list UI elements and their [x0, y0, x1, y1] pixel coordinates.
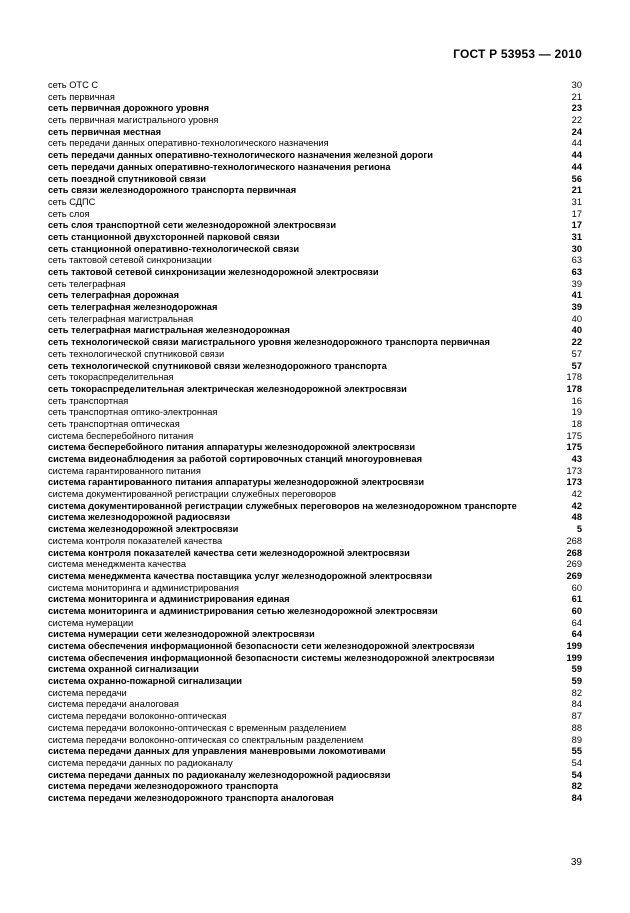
index-entry: [48, 255, 582, 267]
index-term: система контроля показателей качества сети железнодорожной электросвязи: [48, 547, 410, 558]
index-entry: [48, 653, 582, 665]
index-entry: [48, 232, 582, 244]
index-entry: [48, 325, 582, 337]
index-entry: [48, 524, 582, 536]
index-term: система обеспечения информационной безопасности системы железнодорожной электросвязи: [48, 652, 495, 663]
index-page-number: 269: [566, 559, 582, 570]
index-entry: [48, 454, 582, 466]
index-term: сеть тактовой сетевой синхронизации железнодорожной электросвязи: [48, 267, 379, 277]
index-entry: [48, 699, 582, 711]
index-page-number: 173: [566, 477, 582, 488]
index-entry: [48, 618, 582, 630]
index-list: [48, 80, 582, 805]
index-term: система бесперебойного питания: [48, 430, 194, 441]
index-term: система охранно-пожарной сигнализации: [48, 676, 242, 687]
index-entry: [48, 548, 582, 560]
index-page-number: 82: [571, 687, 582, 698]
index-page-number: 44: [571, 150, 582, 161]
index-entry: [48, 711, 582, 723]
index-entry: [48, 103, 582, 115]
index-term: система передачи данных для управления маневровыми локомотивами: [48, 746, 386, 757]
index-term: сеть технологической спутниковой связи: [48, 348, 225, 359]
index-page-number: 199: [566, 641, 582, 651]
index-term: сеть телеграфная дорожная: [48, 290, 180, 301]
index-term: система передачи волоконно-оптическая со спектральным разделением: [48, 734, 364, 745]
index-term: система охранной сигнализации: [48, 664, 199, 675]
index-term: система мониторинга и администрирования: [48, 582, 239, 593]
index-term: система менеджмента качества поставщика услуг железнодорожной электросвязи: [48, 570, 433, 581]
index-entry: [48, 688, 582, 700]
index-page-number: 61: [571, 594, 582, 605]
index-entry: [48, 442, 582, 454]
index-term: сеть транспортная оптико-электронная: [48, 407, 218, 418]
index-page-number: 54: [571, 769, 582, 780]
index-page-number: 268: [566, 547, 582, 558]
index-entry: [48, 793, 582, 805]
index-page-number: 44: [571, 138, 582, 149]
index-entry: [48, 583, 582, 595]
index-term: система передачи железнодорожного транспорта аналоговая: [48, 792, 334, 803]
index-entry: [48, 419, 582, 431]
index-page-number: 59: [571, 676, 582, 687]
index-page-number: 42: [571, 500, 582, 511]
index-term: сеть технологической связи магистрального уровня железнодорожного транспорта первичная: [48, 337, 490, 348]
index-page-number: 23: [571, 103, 582, 114]
index-page-number: 54: [571, 757, 582, 768]
index-entry: [48, 746, 582, 758]
index-term: сеть слоя транспортной сети железнодорожной электросвязи: [48, 220, 337, 231]
index-entry: [48, 162, 582, 174]
index-term: система передачи: [48, 687, 127, 698]
index-entry: [48, 512, 582, 524]
index-page-number: 5: [576, 524, 582, 535]
index-term: сеть телеграфная магистральная железнодорожная: [48, 325, 290, 336]
index-page-number: 21: [571, 185, 582, 196]
index-term: сеть первичная магистрального уровня: [48, 115, 219, 126]
index-page-number: 17: [571, 220, 582, 231]
index-page-number: 21: [571, 91, 582, 102]
index-entry: [48, 115, 582, 127]
index-term: сеть передачи данных оперативно-технологического назначения региона: [48, 161, 391, 172]
index-term: сеть токораспределительная электрическая железнодорожной электросвязи: [48, 383, 407, 394]
index-entry: [48, 571, 582, 583]
index-term: сеть токораспределительная: [48, 372, 174, 383]
index-page-number: 19: [571, 407, 582, 418]
index-page-number: 57: [571, 348, 582, 359]
index-term: система видеонаблюдения за работой сортировочных станций многоуровневая: [48, 454, 423, 464]
index-page-number: 60: [571, 582, 582, 593]
index-entry: [48, 758, 582, 770]
index-entry: [48, 92, 582, 104]
index-entry: [48, 781, 582, 793]
index-term: система передачи железнодорожного транспорта: [48, 781, 279, 792]
index-term: сеть телеграфная магистральная: [48, 313, 194, 324]
index-term: сеть станционной двухсторонней парковой связи: [48, 231, 280, 242]
index-page-number: 87: [571, 711, 582, 722]
index-page-number: 82: [571, 781, 582, 792]
index-page-number: 63: [571, 267, 582, 277]
index-page-number: 44: [571, 161, 582, 172]
index-term: система документированной регистрации служебных переговоров: [48, 489, 337, 500]
index-entry: [48, 770, 582, 782]
index-page-number: 55: [571, 746, 582, 757]
index-page-number: 30: [571, 243, 582, 254]
index-term: сеть телеграфная железнодорожная: [48, 302, 218, 313]
index-entry: [48, 244, 582, 256]
index-term: сеть ОТС С: [48, 80, 99, 90]
index-page-number: 60: [571, 605, 582, 616]
index-page-number: 40: [571, 313, 582, 324]
index-term: система передачи волоконно-оптическая с временным разделением: [48, 722, 347, 733]
index-page-number: 178: [566, 372, 582, 383]
index-page-number: 17: [571, 208, 582, 219]
index-page-number: 199: [566, 652, 582, 663]
index-term: система контроля показателей качества: [48, 535, 223, 546]
index-page-number: 41: [571, 290, 582, 301]
index-term: система передачи аналоговая: [48, 699, 179, 710]
index-entry: [48, 337, 582, 349]
index-page-number: 173: [566, 465, 582, 476]
index-term: система мониторинга и администрирования единая: [48, 594, 290, 605]
index-entry: [48, 314, 582, 326]
index-page-number: 24: [571, 126, 582, 137]
index-term: система нумерации сети железнодорожной электросвязи: [48, 629, 315, 640]
index-page-number: 88: [571, 722, 582, 733]
index-term: сеть слоя: [48, 208, 90, 219]
index-entry: [48, 80, 582, 92]
index-page-number: 175: [566, 430, 582, 441]
index-page-number: 64: [571, 629, 582, 640]
index-term: система железнодорожной электросвязи: [48, 524, 239, 535]
index-entry: [48, 267, 582, 279]
index-entry: [48, 127, 582, 139]
document-header: ГОСТ Р 53953 — 2010: [453, 47, 582, 61]
index-term: сеть транспортная оптическая: [48, 418, 180, 429]
index-page-number: 56: [571, 173, 582, 184]
index-term: сеть станционной оперативно-технологической связи: [48, 243, 300, 254]
index-term: система обеспечения информационной безопасности сети железнодорожной электросвязи: [48, 641, 475, 651]
index-term: система бесперебойного питания аппаратуры железнодорожной электросвязи: [48, 442, 416, 453]
index-entry: [48, 349, 582, 361]
index-term: система передачи данных по радиоканалу железнодорожной радиосвязи: [48, 769, 391, 780]
index-entry: [48, 536, 582, 548]
index-entry: [48, 396, 582, 408]
index-page-number: 16: [571, 395, 582, 406]
index-entry: [48, 384, 582, 396]
index-entry: [48, 407, 582, 419]
index-page-number: 59: [571, 664, 582, 675]
index-page-number: 40: [571, 325, 582, 336]
index-entry: [48, 477, 582, 489]
index-page-number: 43: [571, 454, 582, 464]
index-page-number: 42: [571, 489, 582, 500]
index-entry: [48, 489, 582, 501]
index-term: сеть поездной спутниковой связи: [48, 173, 206, 184]
index-entry: [48, 220, 582, 232]
index-entry: [48, 361, 582, 373]
index-term: сеть связи железнодорожного транспорта первичная: [48, 185, 297, 196]
index-term: система мониторинга и администрирования сетью железнодорожной электросвязи: [48, 605, 438, 616]
index-term: система нумерации: [48, 617, 134, 628]
index-page-number: 175: [566, 442, 582, 453]
index-term: сеть передачи данных оперативно-технологического назначения железной дороги: [48, 150, 433, 161]
index-page-number: 89: [571, 734, 582, 745]
index-entry: [48, 279, 582, 291]
index-entry: [48, 676, 582, 688]
index-entry: [48, 185, 582, 197]
index-term: система гарантированного питания аппаратуры железнодорожной электросвязи: [48, 477, 425, 488]
index-term: сеть первичная дорожного уровня: [48, 103, 210, 114]
index-term: система документированной регистрации служебных переговоров на железнодорожном транспорте: [48, 500, 517, 511]
index-page-number: 22: [571, 337, 582, 348]
index-entry: [48, 594, 582, 606]
index-entry: [48, 209, 582, 221]
index-entry: [48, 138, 582, 150]
index-entry: [48, 606, 582, 618]
index-page-number: 22: [571, 115, 582, 126]
index-page-number: 268: [566, 535, 582, 546]
index-page-number: 48: [571, 512, 582, 523]
index-entry: [48, 174, 582, 186]
index-entry: [48, 559, 582, 571]
index-term: система передачи данных по радиоканалу: [48, 757, 233, 768]
index-page-number: 30: [571, 80, 582, 90]
index-page-number: 18: [571, 418, 582, 429]
index-entry: [48, 664, 582, 676]
index-entry: [48, 641, 582, 653]
index-term: сеть транспортная: [48, 395, 129, 406]
index-page-number: 178: [566, 383, 582, 394]
index-entry: [48, 431, 582, 443]
index-term: сеть первичная: [48, 91, 115, 102]
index-page-number: 31: [571, 231, 582, 242]
index-page-number: 39: [571, 278, 582, 289]
index-page-number: 84: [571, 699, 582, 710]
index-entry: [48, 723, 582, 735]
index-term: сеть передачи данных оперативно-технологического назначения: [48, 138, 329, 149]
index-entry: [48, 372, 582, 384]
index-entry: [48, 302, 582, 314]
index-term: система менеджмента качества: [48, 559, 187, 570]
index-entry: [48, 735, 582, 747]
index-term: система железнодорожной радиосвязи: [48, 512, 231, 523]
index-page-number: 39: [571, 302, 582, 313]
index-page-number: 84: [571, 792, 582, 803]
index-term: сеть тактовой сетевой синхронизации: [48, 255, 212, 266]
index-page-number: 63: [571, 255, 582, 266]
index-page-number: 57: [571, 360, 582, 371]
index-term: система передачи волоконно-оптическая: [48, 711, 227, 722]
index-entry: [48, 150, 582, 162]
index-term: сеть телеграфная: [48, 278, 126, 289]
index-entry: [48, 290, 582, 302]
index-term: система гарантированного питания: [48, 465, 201, 476]
index-entry: [48, 501, 582, 513]
index-entry: [48, 466, 582, 478]
index-term: сеть первичная местная: [48, 126, 162, 137]
index-entry: [48, 197, 582, 209]
index-page-number: 64: [571, 617, 582, 628]
index-page-number: 31: [571, 196, 582, 207]
index-term: сеть СДПС: [48, 196, 96, 207]
index-entry: [48, 629, 582, 641]
index-term: сеть технологической спутниковой связи железнодорожного транспорта: [48, 360, 387, 371]
index-page-number: 269: [566, 570, 582, 581]
page-number: 39: [570, 857, 582, 868]
